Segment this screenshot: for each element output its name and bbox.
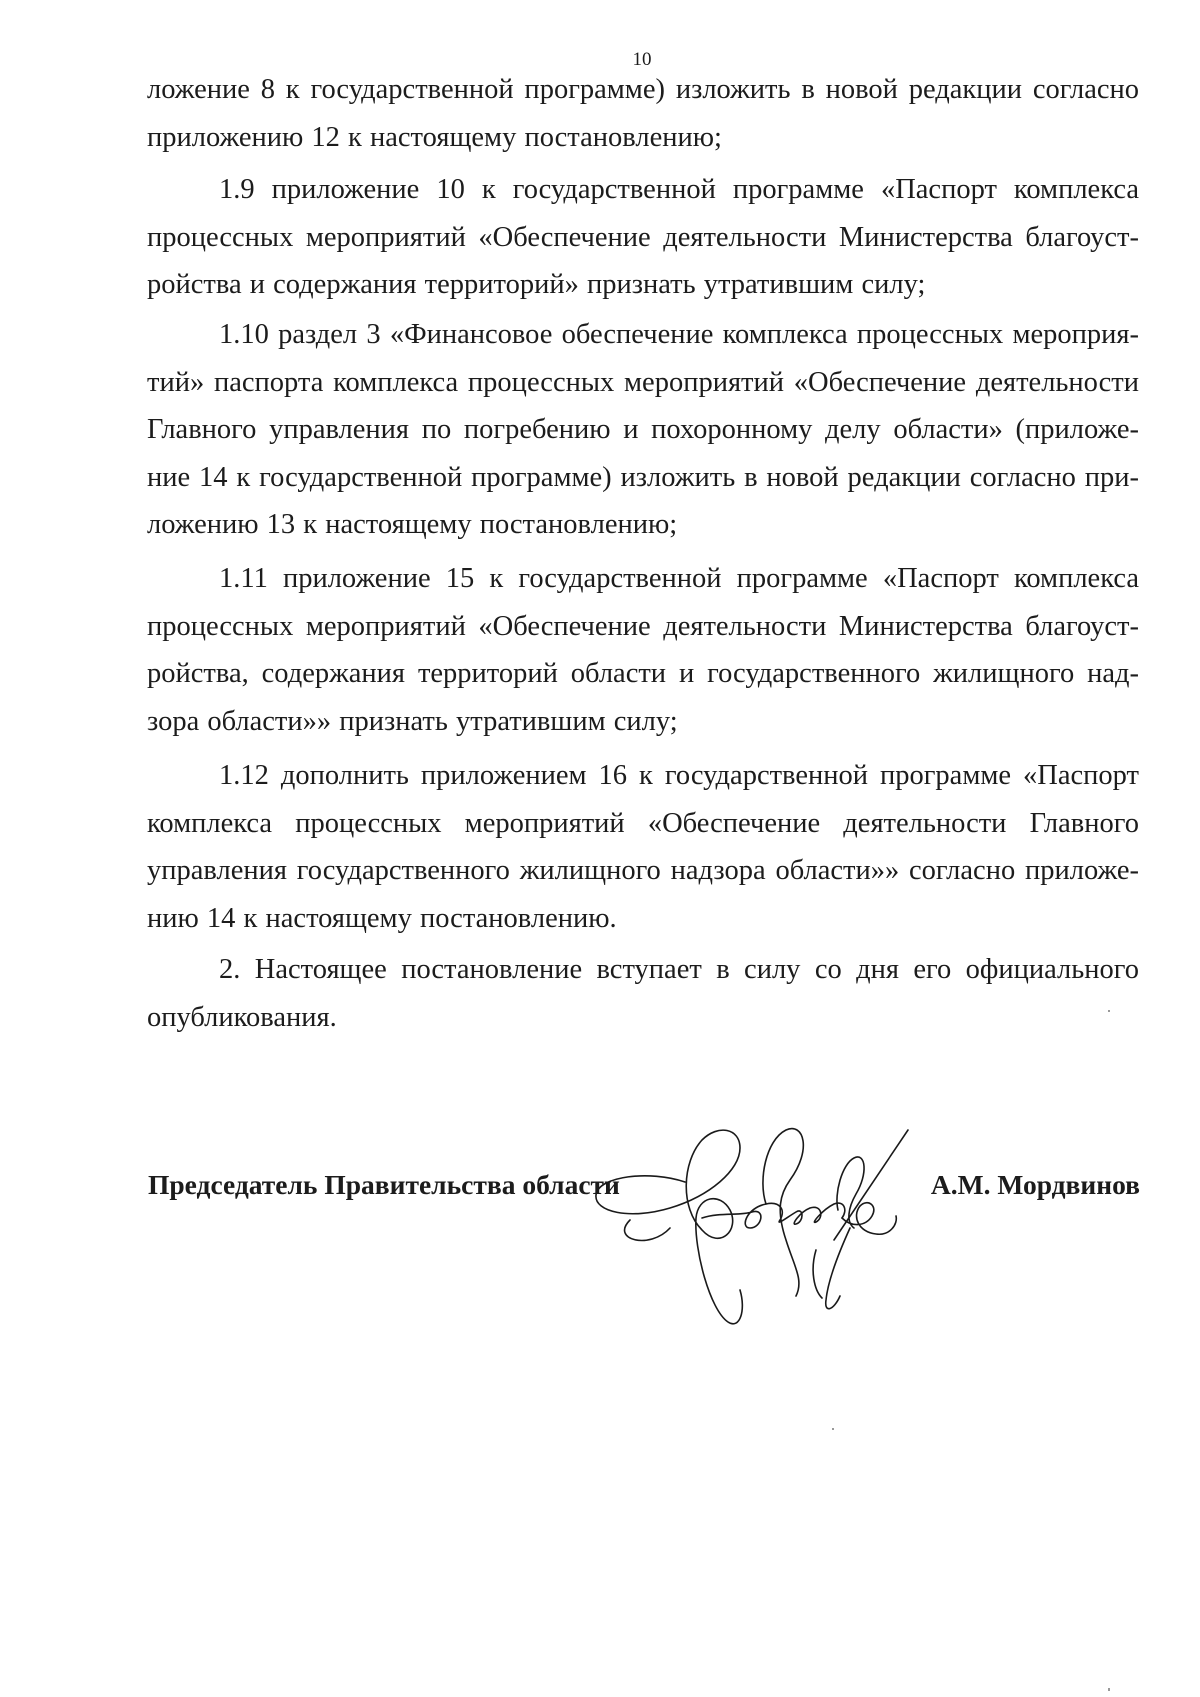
text-line: 1.10 раздел 3 «Финансовое обеспечение комплекса процессных мероприя-: [219, 319, 1139, 350]
scan-speck: [1108, 1688, 1110, 1691]
scan-speck: [832, 1428, 834, 1430]
paragraph-continuation: [147, 66, 1139, 161]
paragraph-1-10: [147, 311, 1139, 549]
text-line: ройства, содержания территорий области и государственного жилищного над-: [147, 658, 1139, 689]
text-line: комплекса процессных мероприятий «Обеспечение деятельности Главного: [147, 807, 1139, 839]
paragraph-1-9: [147, 166, 1139, 309]
text-line: процессных мероприятий «Обеспечение деятельности Министерства благоуст-: [147, 221, 1139, 253]
signatory-title: Председатель Правительства области: [148, 1169, 620, 1200]
text-line: 1.11 приложение 15 к государственной программе «Паспорт комплекса: [219, 563, 1139, 594]
text-line: ложение 8 к государственной программе) изложить в новой редакции согласно: [147, 74, 1139, 105]
text-line: ние 14 к государственной программе) изложить в новой редакции согласно при-: [147, 461, 1139, 493]
signatory-name: А.М. Мордвинов: [930, 1169, 1140, 1200]
text-line: ложению 13 к настоящему постановлению;: [147, 509, 678, 540]
text-line: Главного управления по погребению и похоронному делу области» (приложе-: [147, 414, 1139, 445]
scan-speck: [1108, 1010, 1110, 1012]
text-line: процессных мероприятий «Обеспечение деятельности Министерства благоуст-: [147, 610, 1139, 642]
text-line: нию 14 к настоящему постановлению.: [147, 902, 617, 934]
paragraph-1-11: [147, 555, 1139, 745]
handwritten-signature: [590, 1100, 950, 1340]
text-line: управления государственного жилищного надзора области»» согласно приложе-: [147, 855, 1139, 886]
text-line: ройства и содержания территорий» признать утратившим силу;: [147, 269, 926, 300]
text-line: опубликования.: [147, 1001, 337, 1033]
paragraph-1-12: [147, 752, 1139, 942]
text-line: приложению 12 к настоящему постановлению;: [147, 121, 722, 153]
text-line: 1.12 дополнить приложением 16 к государственной программе «Паспорт: [219, 760, 1139, 791]
text-line: 1.9 приложение 10 к государственной программе «Паспорт комплекса: [219, 174, 1139, 205]
paragraph-2: [147, 946, 1139, 1041]
text-line: тий» паспорта комплекса процессных мероприятий «Обеспечение деятельности: [147, 366, 1139, 398]
page-number: 10: [632, 49, 652, 70]
text-line: 2. Настоящее постановление вступает в силу со дня его официального: [219, 954, 1139, 985]
text-line: зора области»» признать утратившим силу;: [147, 705, 678, 737]
